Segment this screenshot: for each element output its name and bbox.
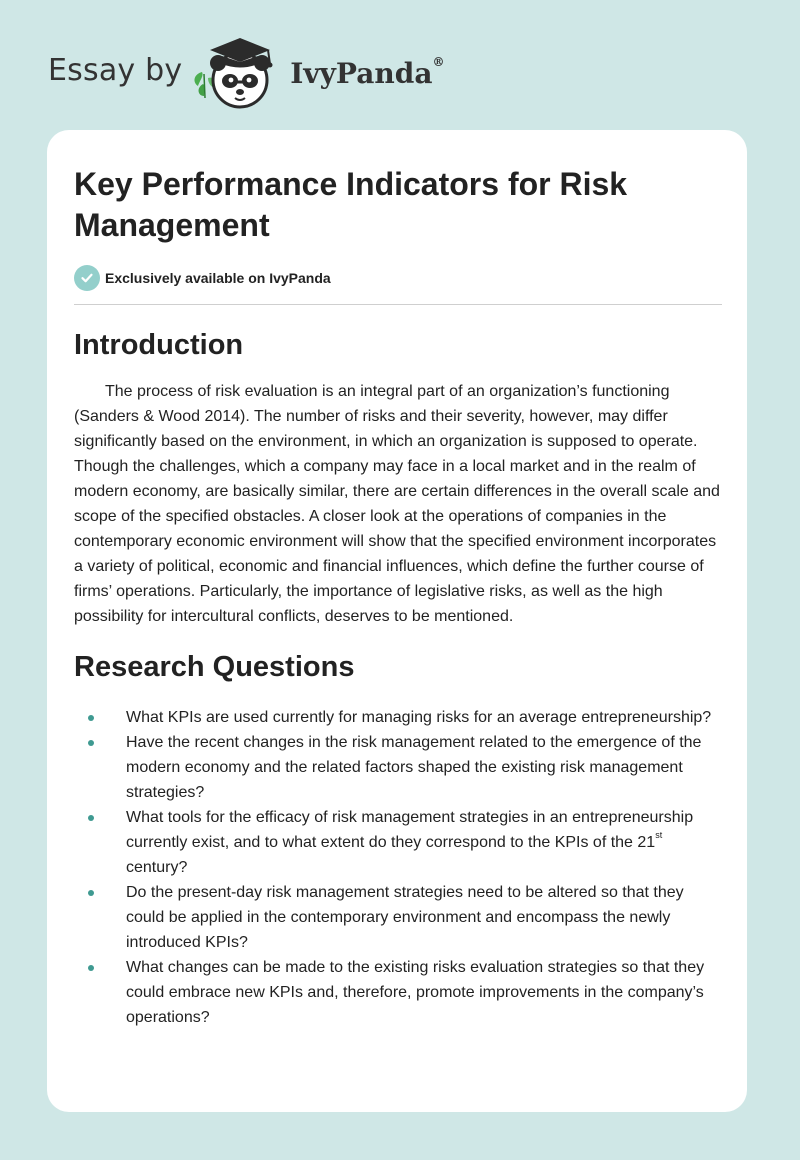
essay-by-label: Essay by [48, 52, 183, 88]
list-item-text: What KPIs are used currently for managing risks for an average entrepreneurship? [126, 709, 712, 726]
list-item [74, 705, 724, 730]
site-header [48, 34, 444, 110]
brand-name [290, 54, 445, 90]
introduction-paragraph: The process of risk evaluation is an integral part of an organization’s functioning (Sanders & Wood 2014). The number of risks and their severity, however, may differ significantly based on the environment, in which an organization is supposed to operate. Though the challenges, which a company may face in a local market and in the realm of modern economy, are basically similar, there are certain differences in the overall scale and scope of the specified obstacles. A closer look at the operations of companies in the contemporary economic environment will show that the specified environment incorporates a variety of political, economic and financial influences, which define the further course of firms’ operations. Particularly, the importance of legislative risks, as well as the high possibility for intercultural conflicts, deserves to be mentioned. [74, 383, 720, 625]
list-item [74, 805, 724, 880]
page-title: Key Performance Indicators for Risk Management [74, 166, 628, 243]
list-item-text-main: What tools for the efficacy of risk management strategies in an entrepreneurship currently exist, and to what extent do they correspond to the KPIs of the 21 [126, 809, 694, 851]
list-item-text-tail: century? [126, 859, 188, 876]
superscript: st [655, 829, 663, 840]
bullet-icon [88, 740, 94, 746]
bullet-icon [88, 965, 94, 971]
bullet-icon [88, 815, 94, 821]
section-heading-research-questions: Research Questions [74, 651, 355, 683]
exclusive-label: Exclusively available on IvyPanda [105, 270, 331, 286]
exclusive-badge [74, 264, 721, 292]
divider [74, 304, 722, 305]
research-questions-list [74, 705, 724, 1030]
list-item-text: What changes can be made to the existing risks evaluation strategies so that they could embrace new KPIs and, therefore, promote improvements in the company’s operations? [126, 959, 705, 1026]
list-item [74, 880, 724, 955]
list-item-text: Do the present-day risk management strategies need to be altered so that they could be applied in the contemporary environment and encompass the newly introduced KPIs? [126, 884, 684, 951]
panda-logo-icon [190, 34, 286, 110]
brand-text: IvyPanda [290, 56, 433, 90]
check-icon [74, 265, 100, 291]
list-item-text [126, 809, 693, 876]
list-item [74, 955, 724, 1030]
list-item [74, 730, 724, 805]
registered-mark: ® [432, 54, 445, 69]
essay-card [47, 130, 747, 1112]
bullet-icon [88, 890, 94, 896]
bullet-icon [88, 715, 94, 721]
section-heading-introduction: Introduction [74, 329, 244, 361]
list-item-text: Have the recent changes in the risk management related to the emergence of the modern economy and the related factors shaped the existing risk management strategies? [126, 734, 702, 801]
